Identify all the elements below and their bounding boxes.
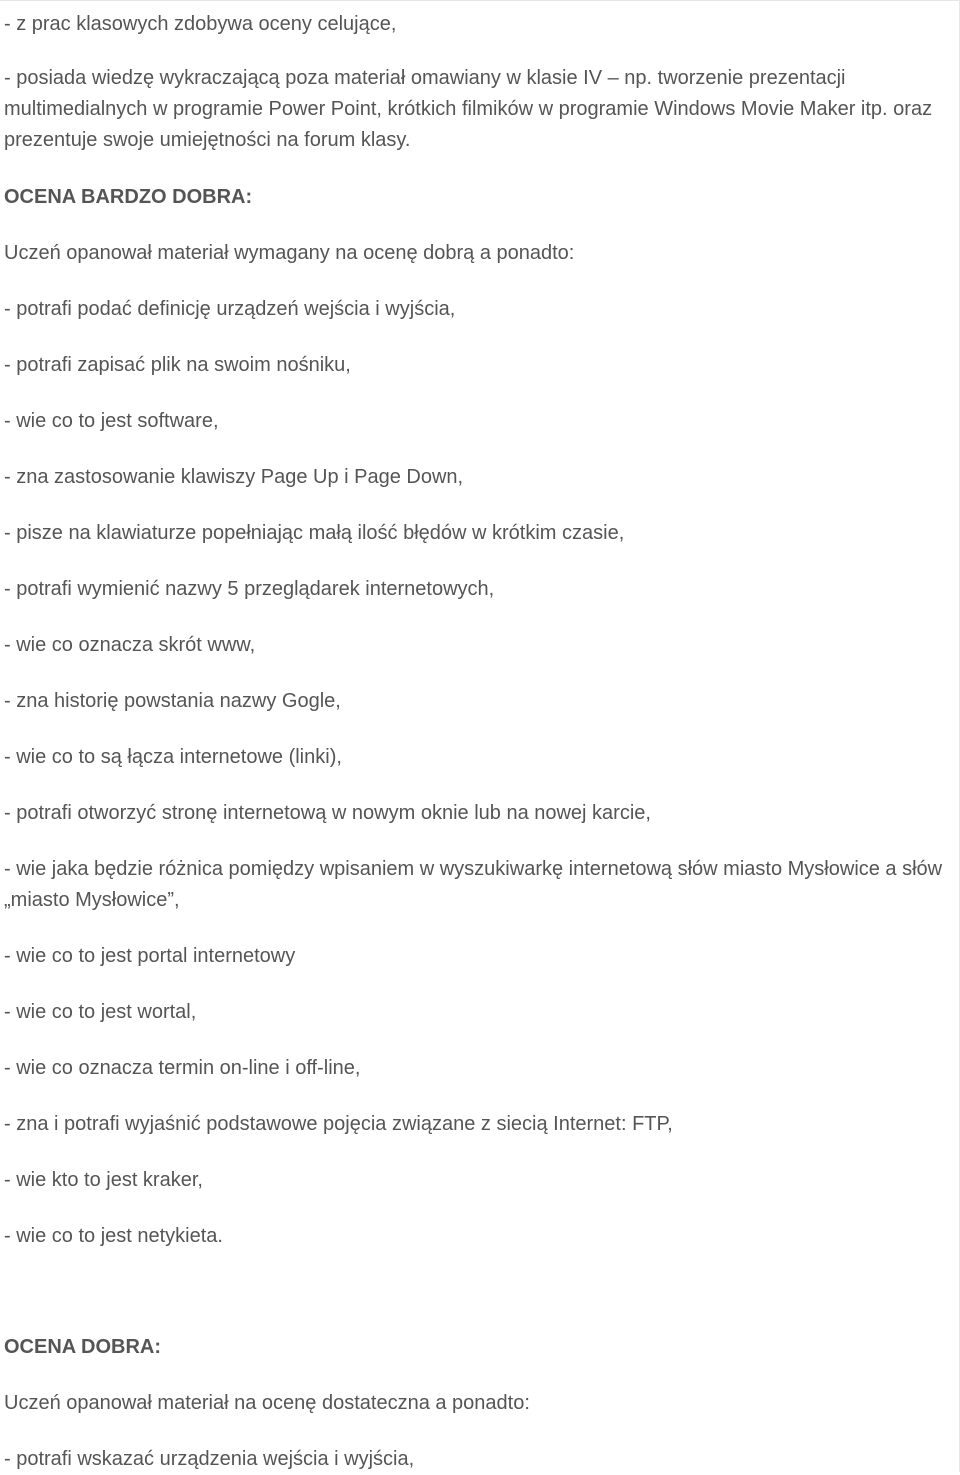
section-intro: Uczeń opanował materiał na ocenę dostateczna a ponadto:	[4, 1392, 530, 1414]
list-item: - wie co to jest wortal,	[4, 1001, 197, 1023]
list-item: - wie co to jest software,	[4, 410, 219, 432]
list-item: - zna zastosowanie klawiszy Page Up i Page Down,	[4, 466, 464, 488]
list-item: - potrafi podać definicję urządzeń wejścia i wyjścia,	[4, 298, 456, 320]
list-item: - z prac klasowych zdobywa oceny celujące,	[4, 13, 397, 35]
section-heading-dobra: OCENA DOBRA:	[4, 1336, 162, 1358]
list-item: - wie kto to jest kraker,	[4, 1169, 203, 1191]
list-item: - wie co to jest netykieta.	[4, 1225, 223, 1247]
list-item: - posiada wiedzę wykraczającą poza materiał omawiany w klasie IV – np. tworzenie prezentacji multimedialnych w programie Power Point, krótkich filmików w programie Windows Movie Maker itp. oraz prezentuje swoje umiejętności na forum klasy.	[4, 67, 933, 151]
list-item: - potrafi zapisać plik na swoim nośniku,	[4, 354, 351, 376]
list-item: - wie co oznacza termin on-line i off-line,	[4, 1057, 361, 1079]
list-item: - potrafi wymienić nazwy 5 przeglądarek internetowych,	[4, 578, 495, 600]
section-intro: Uczeń opanował materiał wymagany na ocenę dobrą a ponadto:	[4, 242, 575, 264]
list-item: - wie co oznacza skrót www,	[4, 634, 256, 656]
list-item: - pisze na klawiaturze popełniając małą ilość błędów w krótkim czasie,	[4, 522, 625, 544]
list-item: - zna historię powstania nazwy Gogle,	[4, 690, 341, 712]
list-item: - wie jaka będzie różnica pomiędzy wpisaniem w wyszukiwarkę internetową słów miasto Mysłowice a słów „miasto Mysłowice”,	[4, 858, 943, 911]
list-item: - zna i potrafi wyjaśnić podstawowe pojęcia związane z siecią Internet: FTP,	[4, 1113, 673, 1135]
section-heading-bardzo-dobra: OCENA BARDZO DOBRA:	[4, 186, 253, 208]
list-item: - potrafi otworzyć stronę internetową w nowym oknie lub na nowej karcie,	[4, 802, 651, 824]
list-item: - wie co to jest portal internetowy	[4, 945, 296, 967]
list-item: - potrafi wskazać urządzenia wejścia i wyjścia,	[4, 1448, 415, 1470]
list-item: - wie co to są łącza internetowe (linki),	[4, 746, 342, 768]
